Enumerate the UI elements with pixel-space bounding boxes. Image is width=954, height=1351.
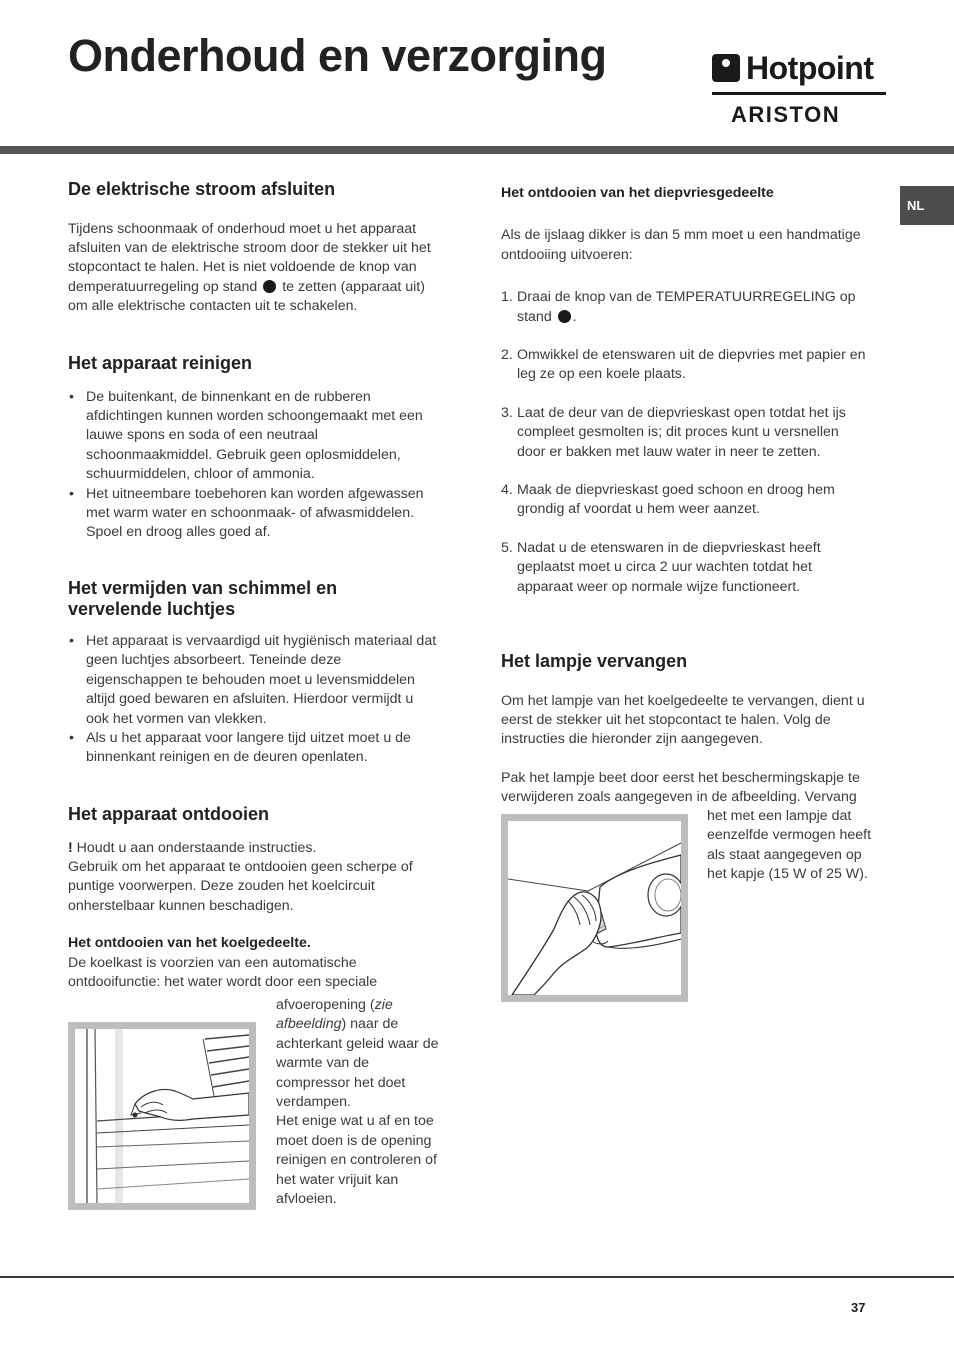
- text-line: compleet gesmolten is; dit proces kunt u versnellen: [517, 424, 839, 441]
- lamp-wrap-text: [707, 807, 897, 885]
- text-line: Als de ijslaag dikker is dan 5 mm moet u een handmatige: [501, 227, 861, 244]
- text-line: • Het uitneembare toebehoren kan worden afgewassen: [86, 485, 424, 502]
- text-line: [276, 996, 466, 1015]
- text-fragment: stand: [517, 308, 552, 325]
- bullet-item: [68, 485, 468, 543]
- text-line: onherstelbaar kunnen beschadigen.: [68, 897, 294, 914]
- text-line: Draai de knop van de TEMPERATUURREGELING op: [517, 289, 856, 306]
- text-fragment: ) naar de: [341, 1016, 399, 1033]
- text-line: ook het vormen van vlekken.: [86, 710, 267, 727]
- text-line: ontdooifunctie: het water wordt door een speciale: [68, 973, 378, 990]
- text-line: • Het apparaat is vervaardigd uit hygiënisch materiaal dat: [86, 633, 437, 649]
- section-heading: Het lampje vervangen: [501, 651, 688, 671]
- text-line: Maak de diepvrieskast goed schoon en droog hem: [517, 482, 835, 499]
- text-line: eigenschappen te behouden moet u levensmiddelen: [86, 671, 415, 688]
- section-power-off: [68, 179, 468, 317]
- text-line: Laat de deur van de diepvrieskast open totdat het ijs: [517, 404, 846, 421]
- text-line: verwijderen zoals aangegeven in de afbeelding. Vervang: [501, 789, 857, 806]
- text-line: Pak het lampje beet door eerst het beschermingskapje te: [501, 769, 860, 786]
- brand-logo: [712, 52, 888, 126]
- bullet-item: [68, 632, 468, 729]
- text-line: De koelkast is voorzien van een automatische: [68, 954, 357, 971]
- text-line: Om het lampje van het koelgedeelte te vervangen, dient u: [501, 692, 865, 709]
- warning-mark: !: [68, 839, 73, 856]
- lamp-drawing: [508, 821, 681, 995]
- text-line: ontdooiing uitvoeren:: [501, 246, 633, 263]
- text-fragment: afvoeropening (: [276, 997, 375, 1013]
- text-line: [68, 839, 468, 858]
- footer-divider: [0, 1276, 954, 1278]
- language-tab: NL: [900, 186, 954, 225]
- text-line: afvloeien.: [276, 1191, 337, 1208]
- text-line: afdichtingen kunnen worden schoongemaakt met een: [86, 407, 423, 424]
- text-fragment: Houdt u aan onderstaande instructies.: [72, 839, 317, 856]
- text-fragment: demperatuurregeling op stand: [68, 278, 258, 295]
- section-heading: De elektrische stroom afsluiten: [68, 179, 336, 199]
- text-line: Omwikkel de etenswaren uit de diepvries met papier en: [517, 347, 866, 364]
- text-line: het kapje (15 W of 25 W).: [707, 866, 868, 883]
- text-line: het water vrijuit kan: [276, 1171, 399, 1188]
- text-line: afsluiten van de elektrische stroom door de stekker uit het: [68, 239, 431, 256]
- text-line: met warm water en schoonmaak- of afwasmiddelen.: [86, 504, 415, 521]
- text-line: leg ze op een koele plaats.: [517, 366, 686, 383]
- subsection-heading: Het ontdooien van het diepvriesgedeelte: [501, 185, 774, 201]
- defrost-wrap-text: [276, 996, 466, 1209]
- step-item: [501, 481, 896, 520]
- step-number: 4.: [501, 482, 513, 499]
- section-cleaning: [68, 353, 468, 543]
- text-line: achterkant geleid waar de: [276, 1035, 439, 1052]
- text-line: schuurmiddelen, chloor of ammonia.: [86, 466, 315, 483]
- header-divider: [0, 146, 954, 154]
- text-line: [68, 278, 468, 297]
- section-lamp: [501, 651, 896, 808]
- text-line: schoonmaakmiddel. Gebruik geen oplosmiddelen,: [86, 446, 401, 463]
- section-heading-line: vervelende luchtjes: [68, 598, 236, 619]
- step-number: 3.: [501, 404, 513, 421]
- step-item: [501, 539, 896, 597]
- section-heading: Het apparaat reinigen: [68, 353, 253, 373]
- text-line: stand .: [517, 308, 577, 325]
- drain-drawing: [75, 1029, 249, 1203]
- page-title: Onderhoud en verzorging: [68, 30, 607, 81]
- section-defrost: [68, 804, 468, 992]
- text-line: geen luchtjes absorbeert. Teneinde deze: [86, 652, 342, 669]
- step-item: [501, 288, 896, 327]
- text-line: binnenkant reinigen en de deuren openlaten.: [86, 749, 368, 766]
- step-number: 2.: [501, 347, 513, 364]
- text-line: eerst de stekker uit het stopcontact te halen. Volg de: [501, 711, 831, 728]
- text-line: apparaat weer op normale wijze functioneert.: [517, 578, 801, 595]
- text-line: eenzelfde vermogen heeft: [707, 827, 872, 844]
- text-line: Spoel en droog alles goed af.: [86, 524, 271, 541]
- off-position-icon: [263, 280, 276, 293]
- bullet-item: [68, 729, 468, 768]
- text-line: • Als u het apparaat voor langere tijd uitzet moet u de: [86, 730, 411, 747]
- step-number: 5.: [501, 539, 513, 556]
- text-line: Het enige wat u af en toe: [276, 1113, 434, 1130]
- text-line: stopcontact te halen. Het is niet voldoende de knop van: [68, 259, 417, 276]
- section-heading: Het apparaat ontdooien: [68, 804, 270, 824]
- text-line: geplaatst moet u circa 2 uur wachten totdat het: [517, 559, 812, 576]
- step-number: 1.: [501, 289, 513, 306]
- text-line: grondig af voordat u hem weer aanzet.: [517, 501, 760, 518]
- text-fragment: te zetten (apparaat uit): [282, 278, 425, 295]
- text-line: het met een lampje dat: [707, 808, 852, 824]
- text-line: [276, 1015, 466, 1034]
- text-fragment: zie: [374, 997, 393, 1013]
- logo-sub-text: ARISTON: [731, 102, 841, 127]
- section-freezer-defrost: [501, 184, 896, 597]
- text-line: verdampen.: [276, 1094, 351, 1111]
- text-line: instructies die hieronder zijn aangegeven.: [501, 731, 763, 748]
- step-item: [501, 346, 896, 385]
- text-line: puntige voorwerpen. Deze zouden het koelcircuit: [68, 878, 375, 895]
- text-line: lauwe spons en soda of een neutraal: [86, 427, 318, 444]
- logo-mark-icon: [712, 54, 740, 82]
- text-line: altijd goed bewaren en afsluiten. Hierdoor vermijdt u: [86, 691, 414, 708]
- text-line: reinigen en controleren of: [276, 1152, 437, 1169]
- bullet-item: [68, 388, 468, 485]
- text-fragment: afbeelding: [276, 1016, 342, 1033]
- step-item: [501, 404, 896, 462]
- text-line: • De buitenkant, de binnenkant en de rubberen: [86, 388, 371, 405]
- text-line: Nadat u de etenswaren in de diepvrieskast heeft: [517, 539, 821, 556]
- text-line: warmte van de: [276, 1055, 370, 1072]
- text-line: als staat aangegeven op: [707, 846, 862, 863]
- text-line: door er bakken met lauw water in neer te zetten.: [517, 443, 821, 460]
- text-line: compressor het doet: [276, 1074, 406, 1091]
- text-line: Tijdens schoonmaak of onderhoud moet u het apparaat: [68, 220, 417, 237]
- section-heading-line: Het vermijden van schimmel en: [68, 578, 338, 598]
- logo-divider: [712, 92, 886, 95]
- text-line: om alle elektrische contacten uit te schakelen.: [68, 298, 358, 315]
- logo-brand-text: Hotpoint: [746, 50, 874, 86]
- page-number: 37: [851, 1300, 866, 1315]
- lamp-illustration: [501, 814, 688, 1002]
- section-mould: [68, 578, 468, 768]
- off-position-icon: [558, 310, 571, 323]
- subsection-heading: Het ontdooien van het koelgedeelte.: [68, 935, 311, 952]
- text-line: moet doen is de opening: [276, 1132, 432, 1149]
- drain-illustration: [68, 1022, 256, 1210]
- text-line: Gebruik om het apparaat te ontdooien geen scherpe of: [68, 858, 413, 875]
